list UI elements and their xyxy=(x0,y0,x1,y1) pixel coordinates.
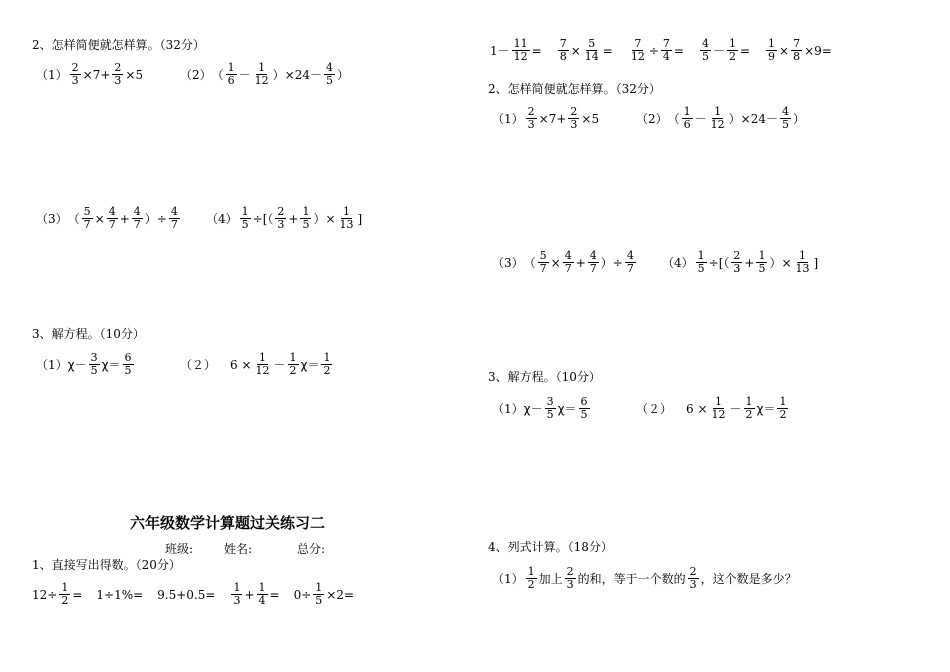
right-equation-2 xyxy=(636,396,790,421)
operator-text: ×7+ xyxy=(82,67,111,82)
problem-label: （2） xyxy=(180,67,212,82)
operator-text: － xyxy=(712,43,725,58)
variable-text: χ＝ xyxy=(756,401,776,416)
fraction: $\frac{11}{12}$ xyxy=(513,37,528,63)
fraction: $\frac{7}{8}$ xyxy=(559,37,567,63)
operator-text: + xyxy=(575,255,586,270)
variable-text: χ－ xyxy=(523,401,543,416)
fraction: $\frac{1}{5}$ xyxy=(302,205,310,231)
fraction: $\frac{1}{12}$ xyxy=(255,351,270,377)
paren: （ xyxy=(523,255,536,270)
right-section3-heading: 3、解方程。（10分） xyxy=(488,370,601,384)
fraction: $\frac{6}{5}$ xyxy=(124,351,132,377)
paren: ） xyxy=(793,111,806,126)
calc-text: ×9= xyxy=(804,43,832,58)
operator-text: ）×24－ xyxy=(728,111,778,126)
left-problem-2-2 xyxy=(180,62,349,87)
operator-text: － xyxy=(694,111,707,126)
operator-text: + xyxy=(288,211,299,226)
bracket: ] xyxy=(357,211,363,226)
fraction: $\frac{1}{2}$ xyxy=(745,395,753,421)
fraction: $\frac{4}{7}$ xyxy=(108,205,116,231)
fraction: $\frac{1}{9}$ xyxy=(768,37,776,63)
left-problem-2-3 xyxy=(36,206,182,231)
right-quick-calc-row xyxy=(490,38,832,63)
operator-text: ×5 xyxy=(125,67,144,82)
operator-text: ）× xyxy=(313,211,336,226)
paren: （ xyxy=(67,211,80,226)
calc-text: 9.5+0.5= xyxy=(157,587,216,602)
problem-text: ，这个数是多少？ xyxy=(700,571,797,586)
right-problem-2-1 xyxy=(492,106,599,131)
variable-text: χ＝ xyxy=(557,401,577,416)
variable-text: χ＝ xyxy=(101,357,121,372)
operator-text: ×5 xyxy=(581,111,600,126)
fraction: $\frac{2}{3}$ xyxy=(114,61,122,87)
fraction: $\frac{4}{7}$ xyxy=(564,249,572,275)
fraction: $\frac{4}{7}$ xyxy=(133,205,141,231)
fraction: $\frac{1}{2}$ xyxy=(61,581,69,607)
calc-text: = xyxy=(602,43,613,58)
left-section1-heading: 1、直接写出得数。（20分） xyxy=(32,558,181,572)
operator-text: ÷[（ xyxy=(252,211,274,226)
fraction: $\frac{5}{7}$ xyxy=(83,205,91,231)
fraction: $\frac{3}{5}$ xyxy=(546,395,554,421)
fraction: $\frac{1}{12}$ xyxy=(710,105,725,131)
operator-text: × xyxy=(94,211,105,226)
left-section3-heading: 3、解方程。（10分） xyxy=(32,327,145,341)
quick-calc-row xyxy=(32,582,354,607)
fraction: $\frac{1}{5}$ xyxy=(241,205,249,231)
fraction: $\frac{2}{3}$ xyxy=(570,105,578,131)
fraction: $\frac{2}{3}$ xyxy=(566,565,574,591)
operator-text: ÷ xyxy=(648,43,659,58)
fraction: $\frac{4}{7}$ xyxy=(626,249,634,275)
problem-label: （4） xyxy=(206,211,238,226)
fraction: $\frac{5}{14}$ xyxy=(584,37,599,63)
operator-text: ）×24－ xyxy=(272,67,322,82)
problem-label: （3） xyxy=(492,255,524,270)
problem-label: （4） xyxy=(662,255,694,270)
calc-text: ×2= xyxy=(326,587,355,602)
operator-text: 6 × xyxy=(686,401,708,416)
problem-label: （1） xyxy=(492,571,524,586)
calc-text: = xyxy=(739,43,751,58)
fraction: $\frac{1}{3}$ xyxy=(233,581,241,607)
fraction: $\frac{1}{12}$ xyxy=(711,395,726,421)
operator-text: + xyxy=(119,211,130,226)
fraction: $\frac{1}{5}$ xyxy=(697,249,705,275)
right-equation-1 xyxy=(492,396,592,421)
paren: （ xyxy=(211,67,224,82)
variable-text: χ－ xyxy=(67,357,87,372)
left-equation-2 xyxy=(180,352,334,377)
calc-text: 1－ xyxy=(490,43,510,58)
left-problem-2-1 xyxy=(36,62,143,87)
fraction: $\frac{4}{7}$ xyxy=(589,249,597,275)
calc-text: 1÷1%= xyxy=(96,587,144,602)
variable-text: χ＝ xyxy=(300,357,320,372)
fraction: $\frac{1}{5}$ xyxy=(758,249,766,275)
left-equation-1 xyxy=(36,352,136,377)
fraction: $\frac{2}{3}$ xyxy=(527,105,535,131)
fraction: $\frac{1}{2}$ xyxy=(323,351,331,377)
paren: ） xyxy=(337,67,350,82)
fraction: $\frac{2}{3}$ xyxy=(277,205,285,231)
operator-text: ）× xyxy=(769,255,792,270)
calc-text: 12÷ xyxy=(32,587,58,602)
problem-label: （1） xyxy=(492,111,524,126)
problem-text: 加上 xyxy=(538,571,563,586)
problem-label: （2） xyxy=(636,111,668,126)
calc-text: = xyxy=(673,43,684,58)
class-field-label: 班级: xyxy=(165,542,194,556)
calc-text: = xyxy=(531,43,542,58)
fraction: $\frac{1}{6}$ xyxy=(227,61,235,87)
operator-text: － xyxy=(729,401,742,416)
operator-text: × xyxy=(570,43,581,58)
fraction: $\frac{4}{5}$ xyxy=(701,37,709,63)
operator-text: × xyxy=(550,255,561,270)
left-section2-heading: 2、怎样简便就怎样算。（32分） xyxy=(32,38,205,52)
problem-label: （２） xyxy=(180,357,217,372)
fraction: $\frac{4}{5}$ xyxy=(782,105,789,131)
problem-label: （1） xyxy=(36,357,68,372)
fraction: $\frac{7}{12}$ xyxy=(630,37,645,63)
problem-label: （3） xyxy=(36,211,68,226)
paren: （ xyxy=(667,111,680,126)
fraction: $\frac{6}{5}$ xyxy=(580,395,588,421)
fraction: $\frac{1}{2}$ xyxy=(289,351,297,377)
operator-text: + xyxy=(744,255,755,270)
operator-text: ÷[（ xyxy=(708,255,730,270)
name-field-label: 姓名: xyxy=(224,542,253,556)
operator-text: + xyxy=(244,587,255,602)
fraction: $\frac{7}{4}$ xyxy=(662,37,670,63)
fraction: $\frac{1}{6}$ xyxy=(683,105,691,131)
calc-text: = xyxy=(72,587,83,602)
word-problem-1 xyxy=(492,566,797,591)
problem-label: （1） xyxy=(36,67,68,82)
operator-text: ）÷ xyxy=(600,255,623,270)
operator-text: － xyxy=(238,67,251,82)
page-title: 六年级数学计算题过关练习二 xyxy=(130,514,326,532)
fraction: $\frac{4}{5}$ xyxy=(326,61,333,87)
fraction: $\frac{1}{2}$ xyxy=(527,565,535,591)
fraction: $\frac{2}{3}$ xyxy=(71,61,79,87)
fraction: $\frac{1}{2}$ xyxy=(779,395,787,421)
fraction: $\frac{5}{7}$ xyxy=(539,249,547,275)
fraction: $\frac{1}{4}$ xyxy=(258,581,266,607)
operator-text: － xyxy=(273,357,286,372)
operator-text: × xyxy=(779,43,790,58)
fraction: $\frac{1}{13}$ xyxy=(795,249,810,275)
problem-label: （２） xyxy=(636,401,673,416)
right-problem-2-3 xyxy=(492,250,638,275)
fraction: $\frac{1}{12}$ xyxy=(254,61,269,87)
calc-text: = xyxy=(269,587,280,602)
fraction: $\frac{1}{13}$ xyxy=(339,205,354,231)
right-section2-heading: 2、怎样简便就怎样算。（32分） xyxy=(488,82,661,96)
calc-text: 0÷ xyxy=(293,587,312,602)
left-problem-2-4 xyxy=(206,206,362,231)
fraction: $\frac{4}{7}$ xyxy=(170,205,178,231)
fraction: $\frac{1}{5}$ xyxy=(315,581,323,607)
operator-text: ×7+ xyxy=(538,111,567,126)
right-section4-heading: 4、列式计算。（18分） xyxy=(488,540,613,554)
operator-text: ）÷ xyxy=(144,211,167,226)
fraction: $\frac{7}{8}$ xyxy=(793,37,801,63)
fraction: $\frac{3}{5}$ xyxy=(90,351,98,377)
operator-text: 6 × xyxy=(230,357,252,372)
fraction: $\frac{2}{3}$ xyxy=(733,249,741,275)
problem-text: 的和，等于一个数的 xyxy=(577,571,686,586)
right-problem-2-2 xyxy=(636,106,805,131)
fraction: $\frac{2}{3}$ xyxy=(689,565,697,591)
problem-label: （1） xyxy=(492,401,524,416)
fraction: $\frac{1}{2}$ xyxy=(728,37,736,63)
bracket: ] xyxy=(813,255,819,270)
right-problem-2-4 xyxy=(662,250,818,275)
score-field-label: 总分: xyxy=(297,542,326,556)
